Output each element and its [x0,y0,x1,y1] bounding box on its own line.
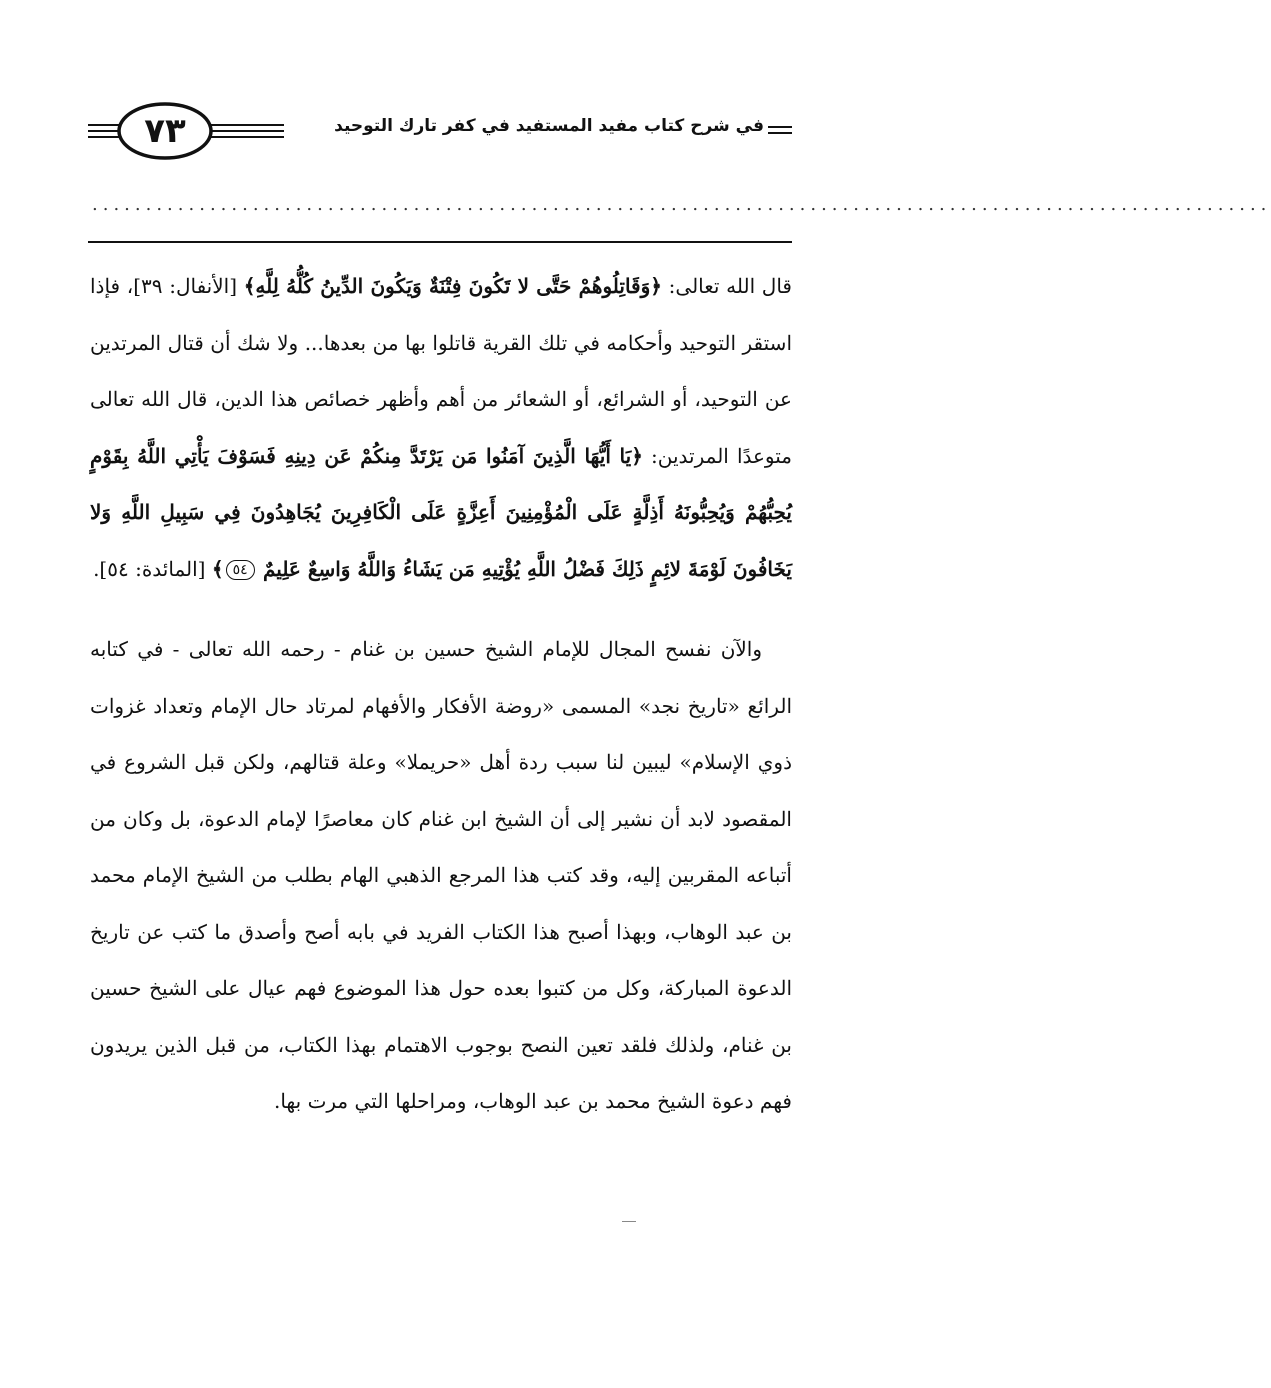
body-text: [الأنفال: ٣٩]، فإذا استقر التوحيد وأحكامه في تلك القرية قاتلوا بها من بعدها... ولا شك أن قتال المرتدين عن التوحيد، أو الشرائع، أو الشعائر من أهم وأظهر خصائص هذا الدين، قال الله تعالى متوعدًا المرتدين: [90,274,793,468]
ayah-number-badge: ٥٤ [226,560,255,580]
dotted-separator: .............................................................................................................. [92,194,1271,215]
running-title: في شرح كتاب مفيد المستفيد في كفر تارك التوحيد [334,116,764,136]
quran-bracket-close: ﴾ [243,274,256,298]
page-number: ٧٣ [144,111,186,151]
page-body [90,258,792,1130]
horizontal-rule [88,241,792,243]
quran-verse-anfal: وَقَاتِلُوهُمْ حَتَّى لا تَكُونَ فِتْنَةٌ وَيَكُونَ الدِّينُ كُلُّهُ لِلَّهِ [255,274,651,298]
paragraph-1 [90,258,792,597]
reference-text: [المائدة: ٥٤]. [93,556,212,581]
quran-bracket-close: ﴾ [211,556,224,581]
quran-verse-maidah: يَا أَيُّهَا الَّذِينَ آمَنُوا مَن يَرْتَدَّ مِنكُمْ عَن دِينِهِ فَسَوْفَ يَأْتِي اللَّهُ بِقَوْمٍ يُحِبُّهُمْ وَيُحِبُّونَهُ أَذِلَّةٍ عَلَى الْمُؤْمِنِينَ أَعِزَّةٍ عَلَى الْكَافِرِينَ يُجَاهِدُونَ فِي سَبِيلِ اللَّهِ وَلا يَخَافُونَ لَوْمَةَ لائِمٍ ذَلِكَ فَضْلُ اللَّهِ يُؤْتِيهِ مَن يَشَاءُ وَاللَّهُ وَاسِعٌ عَلِيمٌ [90,443,792,581]
quran-bracket-open: ﴿ [631,443,643,468]
page-header [0,0,879,170]
intro-text: قال الله تعالى: [662,274,792,298]
footer-mark [622,1221,636,1222]
quran-bracket-open: ﴿ [650,274,662,298]
paragraph-2: والآن نفسح المجال للإمام الشيخ حسين بن غنام - رحمه الله تعالى - في كتابه الرائع «تاريخ نجد» المسمى «روضة الأفكار والأفهام لمرتاد حال الإمام وتعداد غزوات ذوي الإسلام» ليبين لنا سبب ردة أهل «حريملا» وعلة قتالهم، ولكن قبل الشروع في المقصود لابد أن نشير إلى أن الشيخ ابن غنام كان معاصرًا لإمام الدعوة، بل وكان من أتباعه المقربين إليه، وقد كتب هذا المرجع الذهبي الهام بطلب من الشيخ الإمام محمد بن عبد الوهاب، وبهذا أصبح هذا الكتاب الفريد في بابه أصح وأصدق ما كتب عن تاريخ الدعوة المباركة، وكل من كتبوا بعده حول هذا الموضوع فهم عيال على الشيخ حسين بن غنام، ولذلك فلقد تعين النصح بوجوب الاهتمام بهذا الكتاب، من قبل الذين يريدون فهم دعوة الشيخ محمد بن عبد الوهاب، ومراحلها التي مرت بها. [90,637,792,1113]
